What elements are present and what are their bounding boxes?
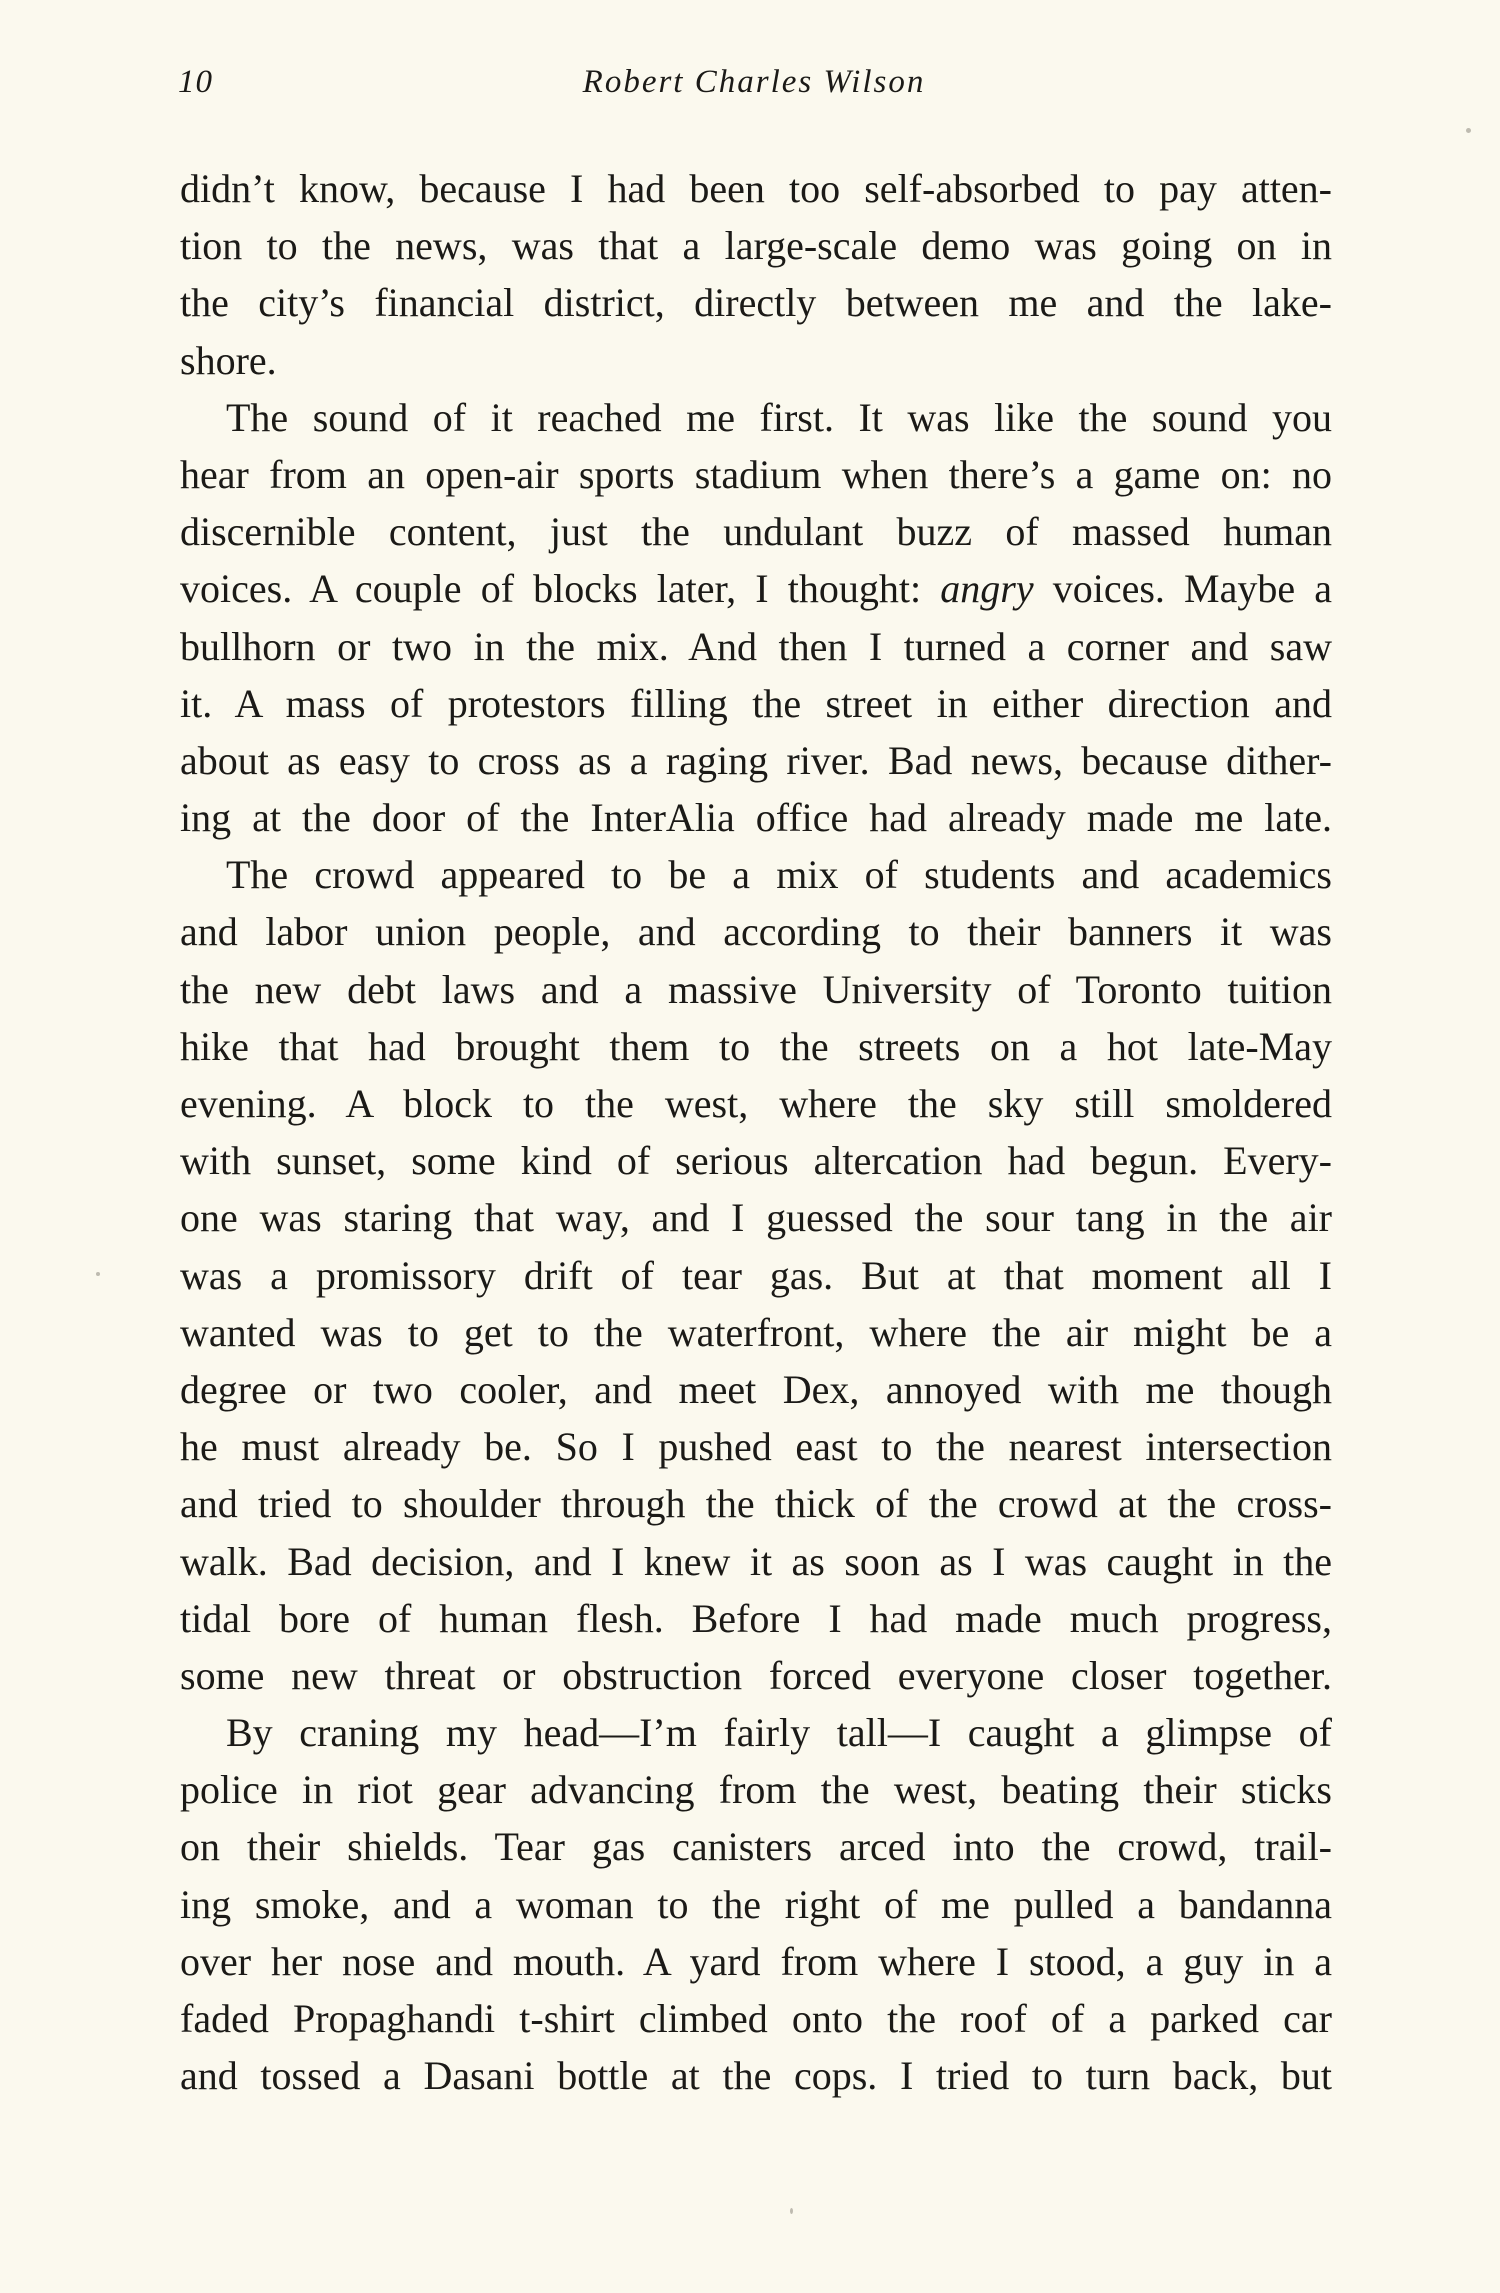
text-line: faded Propaghandi t-shirt climbed onto the roof of a parked car	[180, 1996, 1332, 2041]
text-line: degree or two cooler, and meet Dex, annoyed with me though	[180, 1366, 1332, 1412]
text-line: about as easy to cross as a raging river. Bad news, because dither-	[180, 737, 1332, 783]
emphasized-word: angry	[940, 566, 1034, 612]
paper-speck	[96, 1272, 100, 1276]
text-line: was a promissory drift of tear gas. But at that moment all I	[180, 1252, 1332, 1298]
line-segment: voices. A couple of blocks later, I thought:	[180, 566, 922, 612]
paper-speck	[1466, 128, 1471, 133]
text-line-with-emphasis	[180, 560, 1332, 617]
text-line: on their shields. Tear gas canisters arced into the crowd, trail-	[180, 1824, 1332, 1870]
text-line: didn’t know, because I had been too self-absorbed to pay atten-	[180, 166, 1332, 211]
text-line: the city’s financial district, directly between me and the lake-	[180, 280, 1332, 326]
text-line: tion to the news, was that a large-scale demo was going on in	[180, 223, 1332, 269]
text-line: By craning my head—I’m fairly tall—I caught a glimpse of	[226, 1710, 1332, 1756]
text-line: ing smoke, and a woman to the right of me pulled a bandanna	[180, 1881, 1332, 1927]
line-segment: voices. Maybe a	[1052, 566, 1333, 612]
text-line: tidal bore of human flesh. Before I had made much progress,	[180, 1595, 1332, 1641]
text-line: and tossed a Dasani bottle at the cops. I tried to turn back, but	[180, 2053, 1332, 2099]
text-line: police in riot gear advancing from the west, beating their sticks	[180, 1767, 1332, 1813]
running-head: Robert Charles Wilson	[582, 64, 926, 100]
text-line: The sound of it reached me first. It was like the sound you	[226, 394, 1332, 440]
text-line: wanted was to get to the waterfront, where the air might be a	[180, 1309, 1332, 1355]
text-line: and tried to shoulder through the thick of the crowd at the cross-	[180, 1481, 1332, 1527]
text-line: bullhorn or two in the mix. And then I turned a corner and saw	[180, 623, 1332, 669]
page-number: 10	[178, 64, 213, 100]
text-line: shore.	[180, 337, 277, 383]
page-header	[178, 64, 1330, 114]
text-line: The crowd appeared to be a mix of students and academics	[226, 852, 1332, 898]
text-line: and labor union people, and according to their banners it was	[180, 909, 1332, 955]
text-line: hike that had brought them to the streets on a hot late-May	[180, 1023, 1332, 1069]
text-line: walk. Bad decision, and I knew it as soon as I was caught in the	[180, 1538, 1332, 1584]
body-text	[180, 160, 1332, 2104]
text-line: some new threat or obstruction forced everyone closer together.	[180, 1652, 1332, 1698]
text-line: hear from an open-air sports stadium when there’s a game on: no	[180, 451, 1332, 497]
text-line: one was staring that way, and I guessed the sour tang in the air	[180, 1195, 1332, 1241]
text-line: the new debt laws and a massive University of Toronto tuition	[180, 966, 1332, 1012]
text-line: it. A mass of protestors filling the street in either direction and	[180, 680, 1332, 726]
text-line: discernible content, just the undulant buzz of massed human	[180, 509, 1332, 555]
text-line: evening. A block to the west, where the sky still smoldered	[180, 1081, 1332, 1126]
text-line: ing at the door of the InterAlia office had already made me late.	[180, 795, 1332, 841]
text-line: he must already be. So I pushed east to the nearest intersection	[180, 1424, 1332, 1470]
text-line: with sunset, some kind of serious altercation had begun. Every-	[180, 1138, 1332, 1184]
text-line: over her nose and mouth. A yard from where I stood, a guy in a	[180, 1938, 1332, 1984]
paper-speck	[790, 2208, 793, 2214]
